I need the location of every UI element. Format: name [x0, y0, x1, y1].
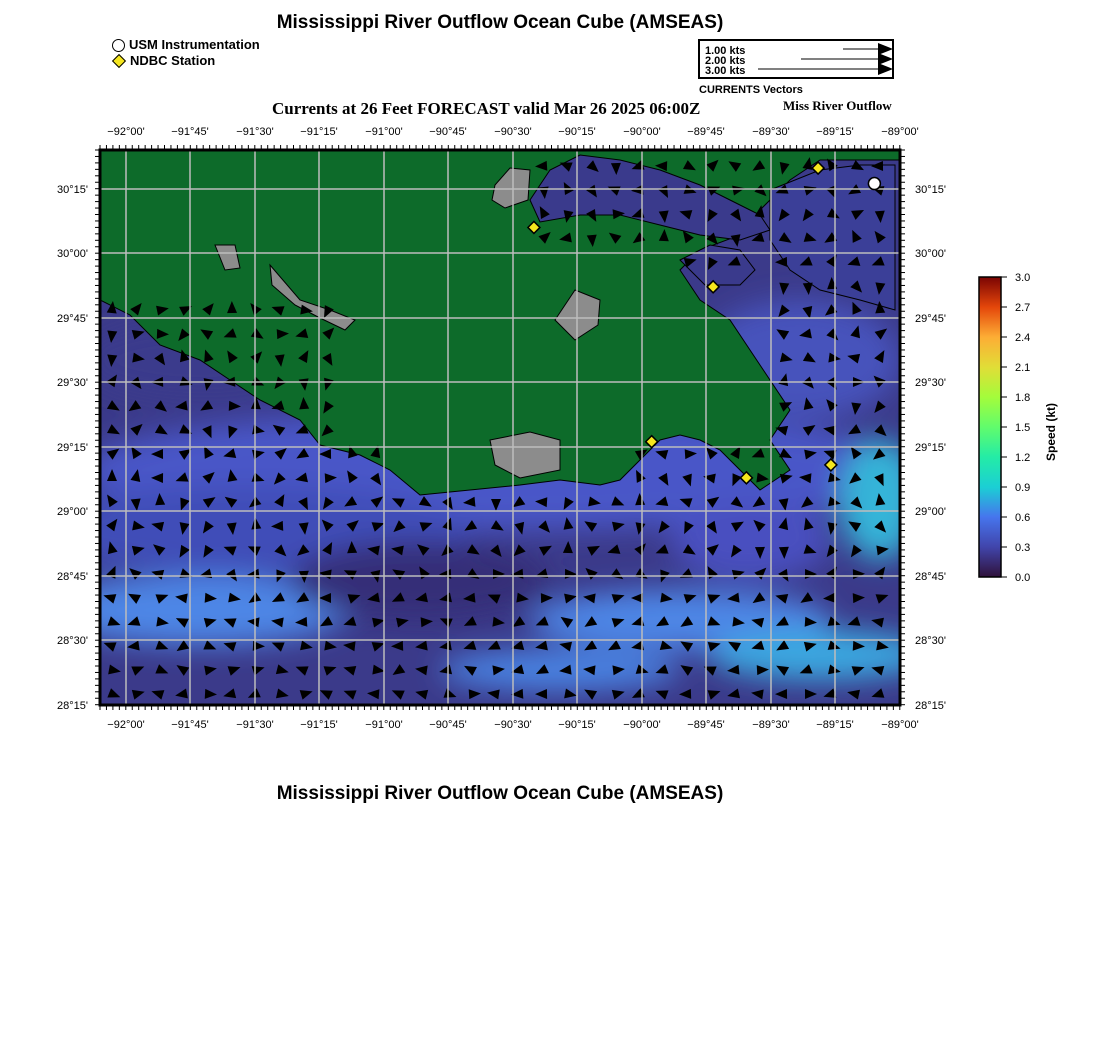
colorbar-tick-label: 3.0 — [1015, 272, 1031, 284]
lon-tick-label: −91°15' — [300, 719, 338, 731]
colorbar-label: Speed (kt) — [1044, 402, 1058, 461]
colorbar-tick-label: 0.0 — [1015, 572, 1031, 584]
vector-legend-caption: CURRENTS Vectors — [699, 84, 803, 96]
lon-tick-label: −90°30' — [494, 719, 532, 731]
lat-tick-label: 28°30' — [915, 635, 946, 647]
map-subtitle: Currents at 26 Feet FORECAST valid Mar 26 2025 06:00Z — [272, 99, 701, 118]
colorbar-tick-label: 1.5 — [1015, 422, 1031, 434]
lon-tick-label: −91°45' — [171, 719, 209, 731]
lat-tick-label: 29°30' — [915, 377, 946, 389]
vector-legend-3kt: 3.00 kts — [705, 65, 746, 77]
lat-tick-label: 28°45' — [57, 571, 88, 583]
lon-tick-label: −89°45' — [687, 126, 725, 138]
lon-tick-label: −90°00' — [623, 719, 661, 731]
colorbar-tick-label: 1.2 — [1015, 452, 1031, 464]
map-title-secondary: Mississippi River Outflow Ocean Cube (AMSEAS) — [276, 783, 724, 804]
lat-tick-label: 29°45' — [915, 313, 946, 325]
ocean-layer — [30, 150, 930, 705]
lat-tick-label: 29°00' — [915, 506, 946, 518]
lon-tick-label: −91°00' — [365, 126, 403, 138]
lon-tick-label: −91°30' — [236, 126, 274, 138]
usm-station-marker[interactable] — [868, 178, 880, 190]
lon-tick-label: −90°30' — [494, 126, 532, 138]
lon-tick-label: −89°00' — [881, 719, 919, 731]
legend-ndbc-label: NDBC Station — [130, 53, 216, 68]
lon-tick-label: −89°45' — [687, 719, 725, 731]
vector-legend-1kt: 1.00 kts — [705, 45, 746, 57]
lon-tick-label: −89°30' — [752, 719, 790, 731]
lat-tick-label: 29°15' — [915, 442, 946, 454]
lat-tick-label: 30°00' — [915, 248, 946, 260]
lon-tick-label: −91°00' — [365, 719, 403, 731]
legend-usm-label: USM Instrumentation — [129, 37, 260, 52]
lon-tick-label: −90°45' — [429, 126, 467, 138]
colorbar-tick-label: 2.1 — [1015, 362, 1031, 374]
lon-tick-label: −91°45' — [171, 126, 209, 138]
lon-tick-label: −89°30' — [752, 126, 790, 138]
lon-tick-label: −92°00' — [107, 719, 145, 731]
region-label: Miss River Outflow — [783, 98, 892, 113]
lat-tick-label: 29°30' — [57, 377, 88, 389]
lon-tick-label: −92°00' — [107, 126, 145, 138]
lon-tick-label: −91°15' — [300, 126, 338, 138]
colorbar-ticks — [1015, 272, 1030, 584]
lat-tick-label: 28°15' — [57, 700, 88, 712]
lon-tick-label: −89°15' — [816, 719, 854, 731]
vector-legend-2kt: 2.00 kts — [705, 55, 746, 67]
lat-labels-right — [915, 184, 946, 712]
lon-tick-label: −89°15' — [816, 126, 854, 138]
lat-tick-label: 28°45' — [915, 571, 946, 583]
lat-tick-label: 29°00' — [57, 506, 88, 518]
lon-tick-label: −90°15' — [558, 126, 596, 138]
lon-tick-label: −91°30' — [236, 719, 274, 731]
colorbar-tick-label: 0.6 — [1015, 512, 1031, 524]
colorbar-tick-label: 0.3 — [1015, 542, 1031, 554]
lon-tick-label: −90°45' — [429, 719, 467, 731]
lon-tick-label: −89°00' — [881, 126, 919, 138]
colorbar-tick-marks — [1001, 277, 1007, 577]
colorbar — [979, 272, 1030, 584]
colorbar-tick-label: 2.4 — [1015, 332, 1031, 344]
lon-labels-top — [107, 126, 918, 138]
lat-tick-label: 29°45' — [57, 313, 88, 325]
lat-tick-label: 30°00' — [57, 248, 88, 260]
lat-tick-label: 30°15' — [915, 184, 946, 196]
lat-tick-label: 30°15' — [57, 184, 88, 196]
lat-tick-label: 28°30' — [57, 635, 88, 647]
lat-tick-label: 28°15' — [915, 700, 946, 712]
colorbar-tick-label: 2.7 — [1015, 302, 1031, 314]
colorbar-tick-label: 1.8 — [1015, 392, 1031, 404]
lon-tick-label: −90°00' — [623, 126, 661, 138]
lon-tick-label: −90°15' — [558, 719, 596, 731]
colorbar-tick-label: 0.9 — [1015, 482, 1031, 494]
lat-labels-left — [57, 184, 88, 712]
lon-labels-bottom — [107, 719, 918, 731]
colorbar-ramp — [979, 277, 1001, 577]
map-title: Mississippi River Outflow Ocean Cube (AMSEAS) — [276, 12, 724, 33]
lat-tick-label: 29°15' — [57, 442, 88, 454]
